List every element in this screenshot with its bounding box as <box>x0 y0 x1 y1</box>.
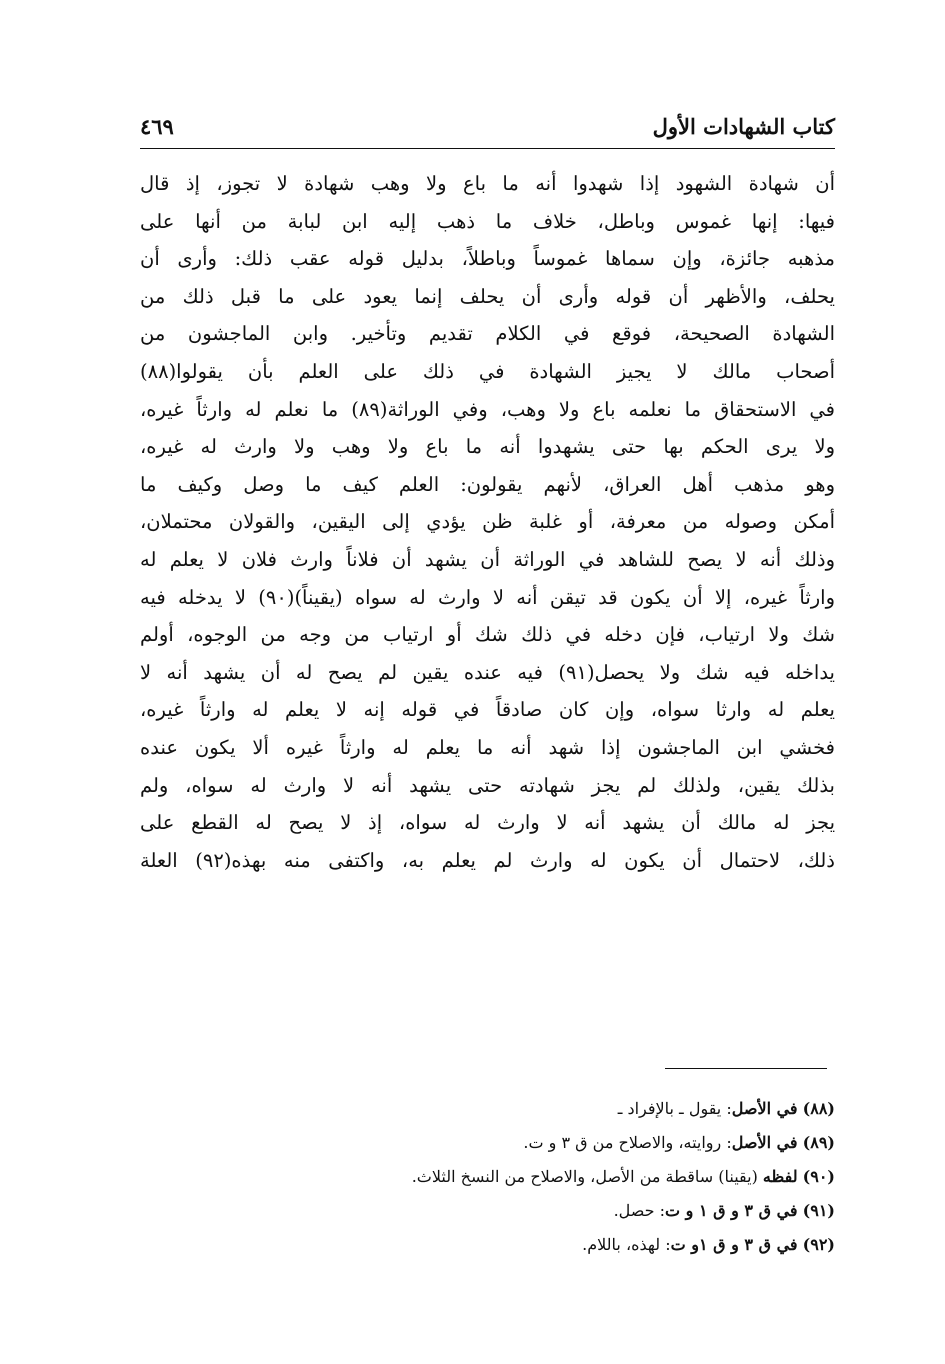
text-line: يحلف، والأظهر أن قوله وأرى أن يحلف إنما يعود على ما قبل ذلك من <box>140 284 835 308</box>
footnote-number: (٩٠) <box>802 1167 835 1186</box>
footnote <box>275 1092 835 1126</box>
footnote-number: (٨٨) <box>802 1099 835 1118</box>
footnote <box>275 1160 835 1194</box>
text-line: فخشي ابن الماجشون إذا شهد أنه ما يعلم له وارثاً غيره ألا يكون عنده <box>140 735 835 759</box>
text-line: يجز له مالك أن يشهد أنه لا وارث له سواه، إذ لا يصح له القطع على <box>140 811 835 835</box>
text-line: الشهادة الصحيحة، فوقع في الكلام تقديم وتأخير. وابن الماجشون من <box>140 322 835 346</box>
text-line: شك ولا ارتياب، فإن دخله في ذلك شك أو ارتياب من وجه من الوجوه، أولم <box>140 623 835 647</box>
footnote-text: : حصل. <box>613 1201 666 1220</box>
text-line: أصحاب مالك لا يجيز الشهادة في ذلك على العلم بأن يقولوا(٨٨) <box>140 359 835 383</box>
text-line: فيها: إنها غموس وباطل، خلاف ما ذهب إليه ابن لبابة من أنها على <box>140 209 835 233</box>
footnote-number: (٩٢) <box>802 1235 835 1254</box>
main-text <box>140 165 835 879</box>
chapter-title: كتاب الشهادات الأول <box>652 114 835 139</box>
footnote-lead: لفظه <box>762 1167 798 1186</box>
footnote-separator <box>665 1068 827 1069</box>
text-line: أن شهادة الشهود إذا شهدوا أنه ما باع ولا وهب شهادة لا تجوز، إذ قال <box>140 172 835 195</box>
text-line: بذلك يقين، ولذلك لم يجز شهادته حتى يشهد أنه لا وارث له سواه، ولم <box>140 773 835 797</box>
footnote-lead: في الأصل <box>731 1099 798 1118</box>
text-line: ولا يرى الحكم بها حتى يشهدوا أنه ما باع ولا وهب ولا وارث له غيره، <box>140 435 835 459</box>
footnote-number: (٩١) <box>802 1201 835 1220</box>
footnote-text: : يقول ـ بالإفراد ـ <box>617 1099 732 1118</box>
footnote-text: : روايته، والاصلاح من ق ٣ و ت. <box>523 1133 732 1152</box>
footnote-text: : لهذه، باللام. <box>582 1235 671 1254</box>
text-line: وذلك أنه لا يصح للشاهد في الوراثة أن يشهد أن فلاناً وارث فلان لا يعلم له <box>140 547 835 571</box>
footnote <box>275 1228 835 1262</box>
text-line: أمكن وصوله من معرفة، أو غلبة ظن يؤدي إلى اليقين، والقولان محتملان، <box>140 510 835 534</box>
text-line: يعلم له وارثا سواه، وإن كان صادقاً في قوله إنه لا يعلم له وارثاً غيره، <box>140 698 835 722</box>
footnote-lead: في الأصل <box>731 1133 798 1152</box>
text-line: يداخله فيه شك ولا يحصل(٩١) فيه عنده يقين لم يصح له أن يشهد أنه لا <box>140 660 835 684</box>
text-line: وهو مذهب أهل العراق، لأنهم يقولون: العلم كيف ما وصل وكيف ما <box>140 472 835 496</box>
footnote-number: (٨٩) <box>802 1133 835 1152</box>
footnotes <box>275 1092 835 1262</box>
footnote <box>275 1194 835 1228</box>
footnote-lead: في ق ٣ و ق ١و ت <box>670 1235 798 1254</box>
footnote-lead: في ق ٣ و ق ١ و ت <box>665 1201 798 1220</box>
text-line: في الاستحقاق ما نعلمه باع ولا وهب، وفي الوراثة(٨٩) ما نعلم له وارثاً غيره، <box>140 397 835 421</box>
text-line: وارثاً غيره، إلا أن يكون قد تيقن أنه لا وارث له سواه (يقيناً)(٩٠) لا يدخله فيه <box>140 585 835 609</box>
text-line: مذهبه جائزة، وإن سماها غموساً وباطلاً، بدليل قوله عقب ذلك: وأرى أن <box>140 247 835 271</box>
footnote <box>275 1126 835 1160</box>
page-number: ٤٦٩ <box>140 114 174 139</box>
footnote-text: (يقينا) ساقطة من الأصل، والاصلاح من النسخ الثلاث. <box>411 1167 763 1186</box>
text-line: ذلك، لاحتمال أن يكون له وارث لم يعلم به، واكتفى منه بهذه(٩٢) العلة <box>140 848 835 872</box>
running-header <box>140 112 835 149</box>
